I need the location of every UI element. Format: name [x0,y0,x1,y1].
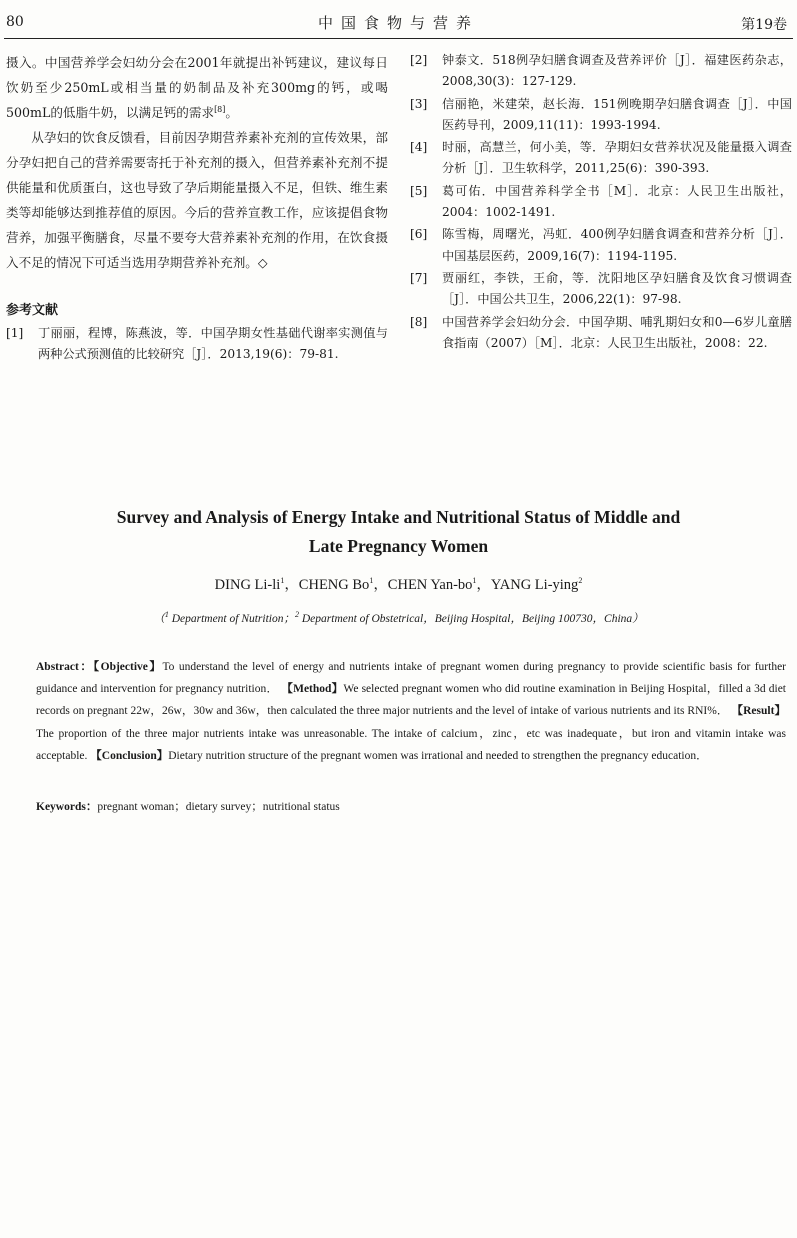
header-rule [4,38,793,39]
reference-text: 贾丽红，李铁，王俞，等．沈阳地区孕妇膳食及饮食习惯调查［J］．中国公共卫生，2006,22(1)：97-98. [442,270,792,307]
volume-label: 第19卷 [741,17,787,33]
reference-text: 葛可佑．中国营养科学全书［M］．北京：人民卫生出版社，2004：1002-1491. [442,183,792,220]
result-text: The proportion of the three major nutrients intake was unreasonable. The intake of calcium，zinc，etc was inadequate，but iron and vitamin intake was acceptable. [36,727,786,762]
journal-name: 中国食物与营养 [317,14,479,32]
reference-number: [7] [410,270,428,285]
keywords-text: pregnant woman；dietary survey；nutritional status [97,801,340,813]
left-column [6,50,388,366]
method-label: 【Method】 [281,683,344,696]
references-heading: 参考文献 [6,303,59,318]
objective-text: To understand the level of energy and nutrients intake of pregnant women during pregnancy to provide scientific basis for further guidance and intervention for pregnancy nutrition． [36,661,786,696]
english-title-line-1: Survey and Analysis of Energy Intake and Nutritional Status of Middle and [116,507,681,527]
reference-text: 中国营养学会妇幼分会．中国孕期、哺乳期妇女和0—6岁儿童膳食指南（2007）［M］．北京：人民卫生出版社，2008：22. [442,314,792,350]
reference-item [410,312,792,355]
reference-text: 时丽，高慧兰，何小美，等．孕期妇女营养状况及能量摄入调查分析［J］．卫生软科学，2011,25(6)：390-393. [442,140,792,176]
reference-item [410,181,792,224]
english-title [0,503,797,561]
reference-number: [4] [410,140,428,155]
page-number: 80 [6,14,24,30]
reference-number: [5] [410,183,428,198]
reference-text: 丁丽丽，程博，陈燕波，等．中国孕期女性基础代谢率实测值与两种公式预测值的比较研究［J］．2013,19(6)：79-81. [38,326,388,362]
reference-item [410,94,792,137]
abstract-label: Abstract： [36,661,94,673]
reference-text: 陈雪梅，周曙光，冯虹．400例孕妇膳食调查和营养分析［J］．中国基层医药，2009,16(7)：1194-1195. [442,227,792,263]
author-name: ，CHENG Bo [284,577,370,593]
reference-number: [8] [410,314,428,329]
english-abstract [36,656,786,767]
reference-text: 信丽艳，米建荣，赵长海．151例晚期孕妇膳食调查［J］．中国医药导刊，2009,11(11)：1993-1994. [442,96,792,132]
english-keywords [36,798,786,814]
reference-item [410,50,792,93]
page-header [0,0,797,40]
reference-number: [6] [410,227,428,242]
keywords-label: Keywords： [36,801,98,813]
affiliations: （$^1$ Department of Nutrition；$^2$ Department of Obstetrical，Beijing Hospital，Beijing 100730，China） [153,610,644,625]
author-name: ，CHEN Yan-bo [373,577,473,593]
objective-label: 【Objective】 [93,661,163,673]
right-column [410,50,792,355]
reference-item [6,323,388,366]
citation-8: [8] [214,104,226,114]
reference-item [410,137,792,180]
reference-item [410,224,792,267]
reference-number: [3] [410,96,428,111]
author-list: DING $Li-li^1$，CHENG Bo$^1$，CHEN Yan-$bo^1$，YANG Li-ying$^2$ [214,576,583,593]
result-label: 【Result】 [731,705,786,718]
conclusion-label: 【Conclusion】 [90,749,169,762]
paragraph-calcium: 摄入。中国营养学会妇幼分会在2001年就提出补钙建议，建议每日饮奶至少250mL或相当量的奶制品及补充300mg的钙，或喝500mL的低脂牛奶，以满足钙的需求[8]。 [6,55,388,120]
english-title-line-2: Late Pregnancy Women [308,536,489,556]
reference-number: [1] [6,326,24,340]
reference-text: 钟泰文．518例孕妇膳食调查及营养评价［J］．福建医药杂志，2008,30(3)：127-129. [442,53,792,89]
paragraph-diet-feedback: 从孕妇的饮食反馈看，目前因孕期营养素补充剂的宣传效果，部分孕妇把自己的营养需要寄托于补充剂的摄入，但营养素补充剂不提供能量和优质蛋白，这也导致了孕后期能量摄入不足，但铁、维生素类等却能够达到推荐值的原因。今后的营养宣教工作，应该提倡食物营养，加强平衡膳食，尽量不要夸大营养素补充剂的作用，在饮食摄入不足的情况下可适当选用孕期营养补充剂。◇ [6,130,388,270]
author-name: DING Li-li [214,577,281,593]
method-text: We selected pregnant women who did routine examination in Beijing Hospital，filled a 3d diet records on pregnant 22w，26w，30w and 36w，then calculated the three major nutrients and the level of intake of various nutrients and its RNI%． [36,683,786,718]
conclusion-text: Dietary nutrition structure of the pregnant women was irrational and needed to strengthen the pregnancy education． [168,749,708,762]
author-name: ，YANG Li-ying [476,577,579,593]
reference-number: [2] [410,53,428,67]
reference-item [410,268,792,311]
